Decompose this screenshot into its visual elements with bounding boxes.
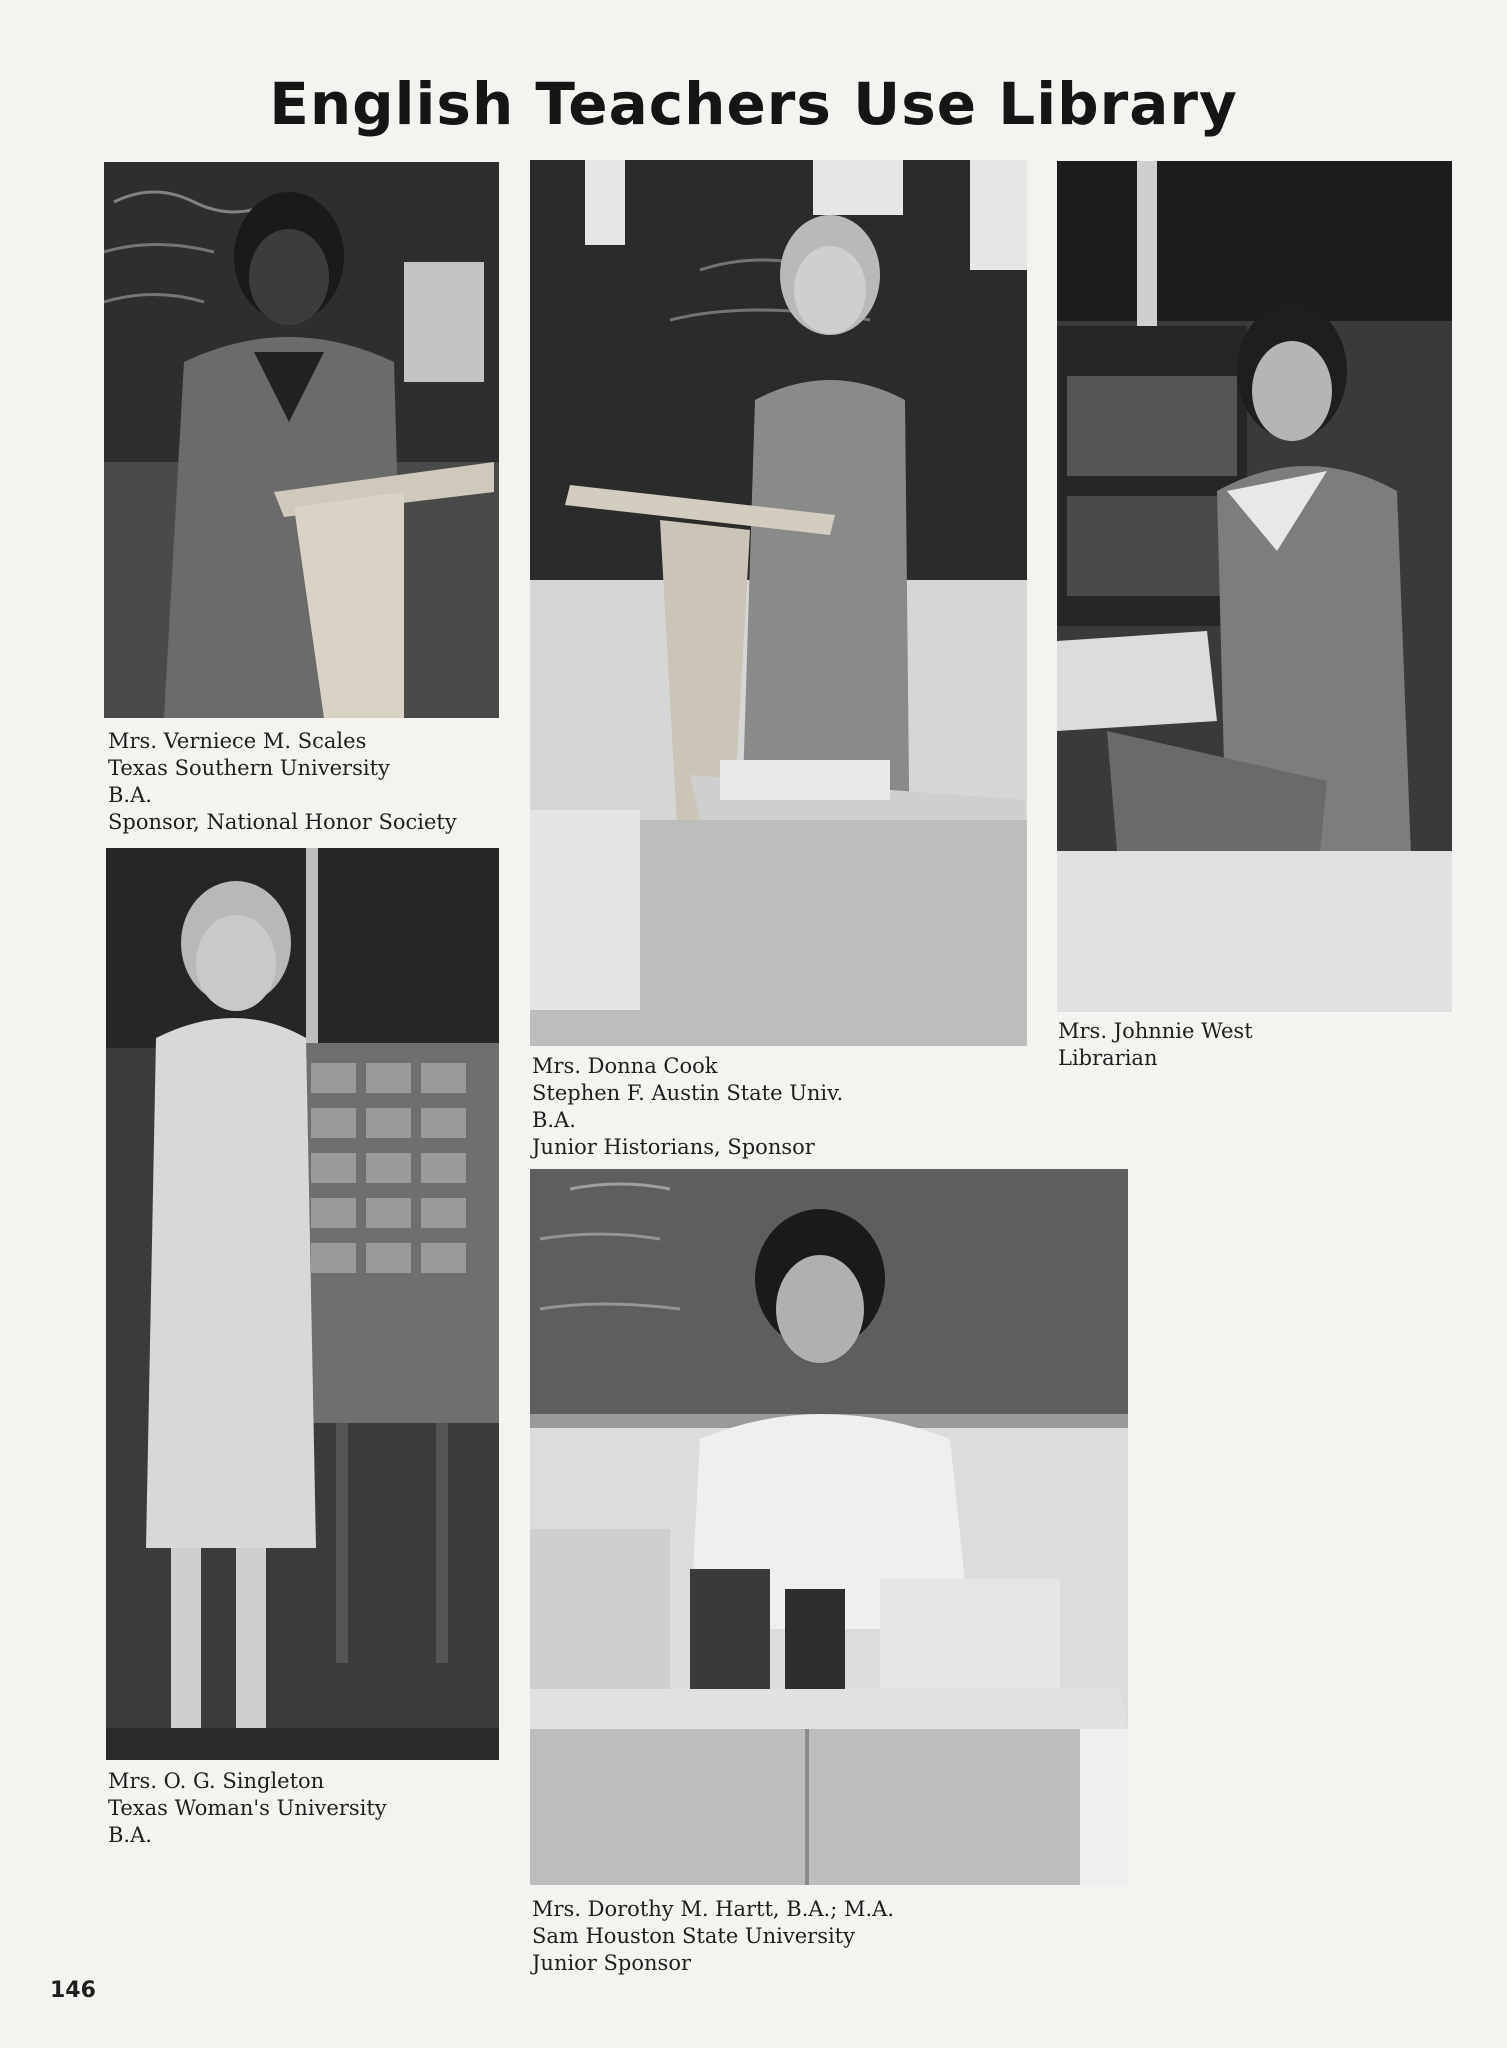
teacher-detail: Stephen F. Austin State Univ. [532, 1081, 844, 1105]
teacher-detail: B.A. [108, 783, 152, 807]
photo-hartt [530, 1169, 1128, 1885]
caption-singleton [108, 1768, 387, 1849]
teacher-name: Mrs. O. G. Singleton [108, 1769, 325, 1793]
teacher-detail: B.A. [108, 1823, 152, 1847]
caption-hartt [532, 1896, 894, 1977]
photo-scales [104, 162, 499, 718]
teacher-detail: Junior Historians, Sponsor [532, 1135, 815, 1159]
teacher-detail: Sam Houston State University [532, 1924, 855, 1948]
teacher-name: Mrs. Dorothy M. Hartt, B.A.; M.A. [532, 1897, 895, 1921]
teacher-name: Mrs. Donna Cook [532, 1054, 718, 1078]
page-title: English Teachers Use Library [269, 70, 1238, 138]
teacher-detail: Junior Sponsor [532, 1951, 691, 1975]
photo-singleton [106, 848, 499, 1760]
teacher-detail: Sponsor, National Honor Society [108, 810, 457, 834]
teacher-detail: Librarian [1058, 1046, 1158, 1070]
page-number: 146 [50, 1978, 96, 2003]
teacher-detail: B.A. [532, 1108, 576, 1132]
teacher-name: Mrs. Johnnie West [1058, 1019, 1253, 1043]
teacher-detail: Texas Southern University [108, 756, 390, 780]
caption-cook [532, 1053, 843, 1161]
photo-cook [530, 160, 1027, 1046]
teacher-detail: Texas Woman's University [108, 1796, 387, 1820]
photo-west [1057, 161, 1452, 1012]
teacher-name: Mrs. Verniece M. Scales [108, 729, 367, 753]
caption-west [1058, 1018, 1253, 1072]
caption-scales [108, 728, 457, 836]
